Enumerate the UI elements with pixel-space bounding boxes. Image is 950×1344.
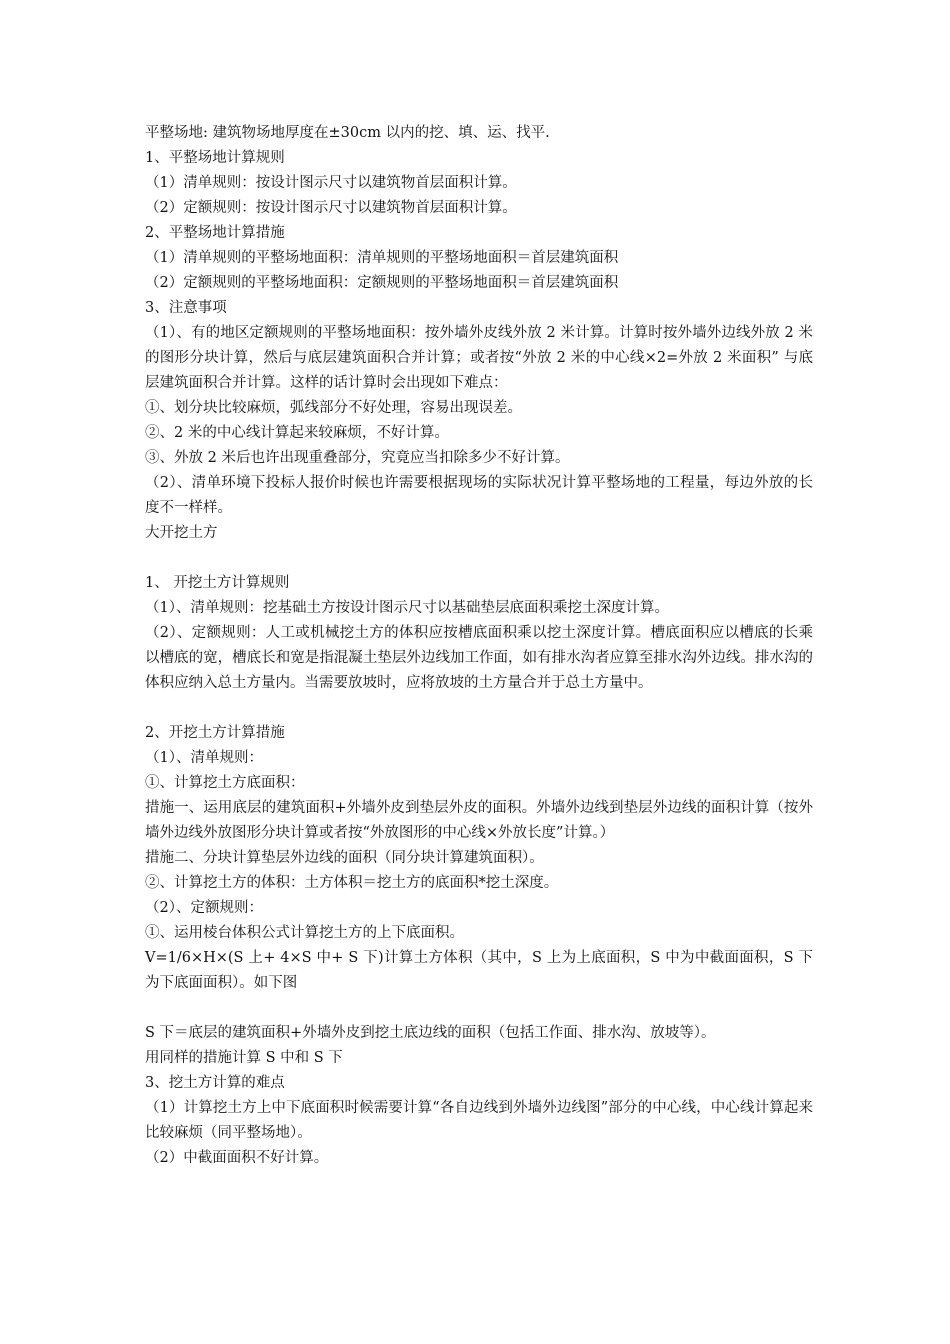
paragraph: （1）、有的地区定额规则的平整场地面积：按外墙外皮线外放 2 米计算。计算时按外墙外边线外放 2 米的图形分块计算，然后与底层建筑面积合并计算；或者按“外放 2 米的中心线×2=外放 2 米面积” 与底层建筑面积合并计算。这样的话计算时会出现如下难点：	[145, 325, 813, 391]
paragraph: （2）、清单环境下投标人报价时候也许需要根据现场的实际状况计算平整场地的工程量，每边外放的长度不一样样。	[145, 475, 813, 516]
section-heading: 3、注意事项	[145, 300, 227, 316]
blank-line	[145, 996, 813, 1021]
text-line: （2）中截面面积不好计算。	[145, 1150, 329, 1166]
section-heading: 2、开挖土方计算措施	[145, 725, 285, 741]
text-line: ①、计算挖土方底面积：	[145, 775, 305, 791]
document-body	[145, 121, 813, 1171]
text-line: S 下＝底层的建筑面积+外墙外皮到挖土底边线的面积（包括工作面、排水沟、放坡等）。	[145, 1025, 716, 1041]
section-heading: 2、平整场地计算措施	[145, 225, 285, 241]
text-line: ①、划分块比较麻烦，弧线部分不好处理，容易出现误差。	[145, 400, 522, 416]
blank-line	[145, 546, 813, 571]
intro-line: 平整场地: 建筑物场地厚度在±30cm 以内的挖、填、运、找平.	[145, 125, 550, 141]
section-heading: 1、平整场地计算规则	[145, 150, 285, 166]
paragraph: V=1/6×H×(S 上+ 4×S 中+ S 下)计算土方体积（其中，S 上为上底面积，S 中为中截面面积，S 下为下底面面积）。如下图	[145, 950, 813, 991]
text-line: （1）清单规则的平整场地面积：清单规则的平整场地面积＝首层建筑面积	[145, 250, 619, 266]
text-line: 措施二、分块计算垫层外边线的面积（同分块计算建筑面积）。	[145, 850, 544, 866]
text-line: （2）定额规则的平整场地面积：定额规则的平整场地面积＝首层建筑面积	[145, 275, 619, 291]
section-heading: 1、 开挖土方计算规则	[145, 575, 290, 591]
paragraph: （2）、定额规则：人工或机械挖土方的体积应按槽底面积乘以挖土深度计算。槽底面积应以槽底的长乘以槽底的宽，槽底长和宽是指混凝土垫层外边线加工作面，如有排水沟者应算至排水沟外边线。排水沟的体积应纳入总土方量内。当需要放坡时，应将放坡的土方量合并于总土方量中。	[145, 625, 813, 691]
blank-line	[145, 696, 813, 721]
text-line: ②、2 米的中心线计算起来较麻烦，不好计算。	[145, 425, 449, 441]
text-line: ②、计算挖土方的体积：土方体积＝挖土方的底面积*挖土深度。	[145, 875, 559, 891]
section-heading: 3、挖土方计算的难点	[145, 1075, 285, 1091]
text-line: （1）清单规则：按设计图示尺寸以建筑物首层面积计算。	[145, 175, 517, 191]
text-line: ①、运用棱台体积公式计算挖土方的上下底面积。	[145, 925, 464, 941]
text-line: （2）、定额规则：	[145, 900, 263, 916]
text-line: 用同样的措施计算 S 中和 S 下	[145, 1050, 343, 1066]
text-line: （1）、清单规则：	[145, 750, 263, 766]
paragraph: （1）计算挖土方上中下底面积时候需要计算“各自边线到外墙外边线图”部分的中心线，中心线计算起来比较麻烦（同平整场地）。	[145, 1100, 813, 1141]
paragraph: 措施一、运用底层的建筑面积+外墙外皮到垫层外皮的面积。外墙外边线到垫层外边线的面积计算（按外墙外边线外放图形分块计算或者按“外放图形的中心线×外放长度”计算。）	[145, 800, 813, 841]
text-line: ③、外放 2 米后也许出现重叠部分，究竟应当扣除多少不好计算。	[145, 450, 570, 466]
text-line: （2）定额规则：按设计图示尺寸以建筑物首层面积计算。	[145, 200, 517, 216]
text-line: （1）、清单规则：挖基础土方按设计图示尺寸以基础垫层底面积乘挖土深度计算。	[145, 600, 669, 616]
section-title: 大开挖土方	[145, 525, 218, 541]
